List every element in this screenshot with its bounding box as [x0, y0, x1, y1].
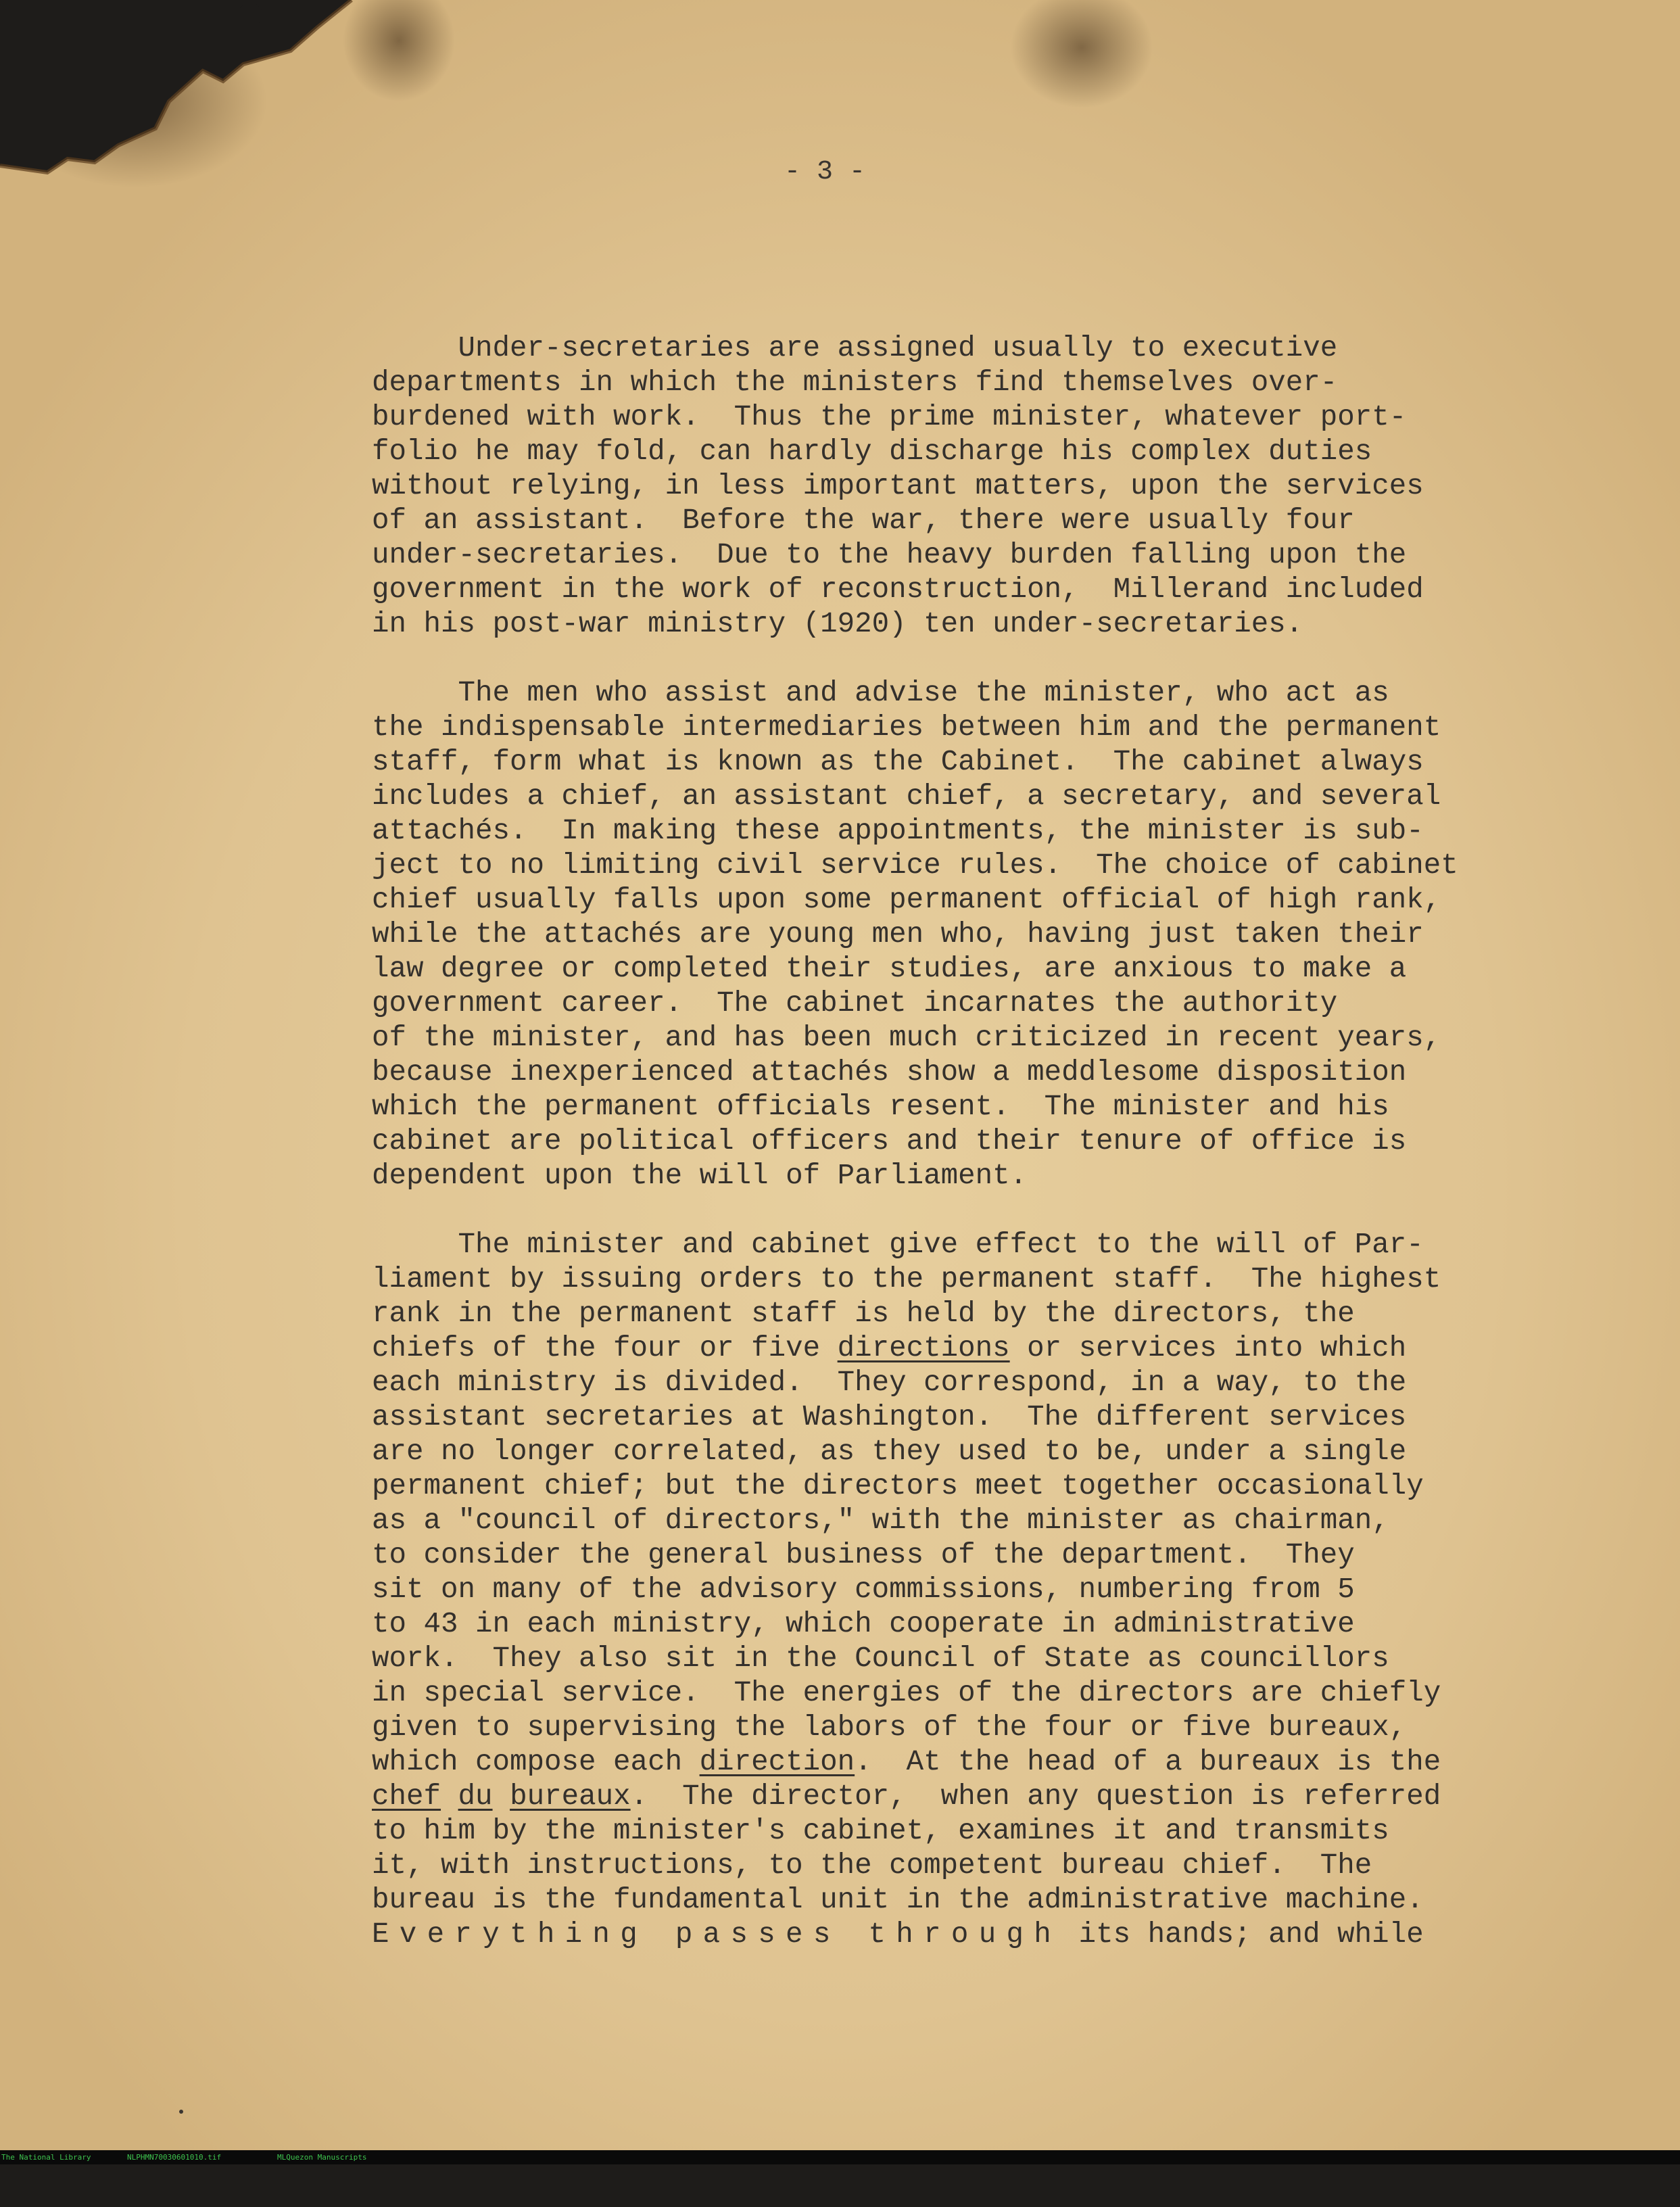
page-number: - 3 - — [784, 157, 866, 187]
spaced-typed-text: Everything passes through — [372, 1918, 1062, 1951]
underlined-chef: chef — [372, 1780, 441, 1813]
paragraph-under-secretaries — [372, 331, 1521, 642]
text-line: staff, form what is known as the Cabinet. The cabinet always — [372, 746, 1424, 778]
text-line: of an assistant. Before the war, there were usually four — [372, 504, 1355, 537]
text-segment: its hands; and while — [1061, 1918, 1424, 1951]
paragraph-directors — [372, 1228, 1521, 1952]
body-text — [372, 331, 1521, 1987]
text-segment: . At the head of a bureaux is the — [855, 1746, 1441, 1778]
text-line: includes a chief, an assistant chief, a secretary, and several — [372, 780, 1441, 813]
text-line: of the minister, and has been much criticized in recent years, — [372, 1022, 1441, 1054]
text-line: to 43 in each ministry, which cooperate in administrative — [372, 1608, 1355, 1640]
paragraph-cabinet — [372, 676, 1521, 1193]
text-segment: chiefs of the four or five — [372, 1332, 838, 1364]
underlined-du: du — [458, 1780, 493, 1813]
text-line-directions — [372, 1331, 1521, 1366]
underlined-bureaux: bureaux — [510, 1780, 631, 1813]
scan-footer-bar — [0, 2150, 1680, 2164]
stray-ink-dot — [179, 2110, 183, 2114]
text-line: folio he may fold, can hardly discharge his complex duties — [372, 435, 1372, 468]
text-line: to him by the minister's cabinet, examines it and transmits — [372, 1815, 1389, 1847]
text-line: given to supervising the labors of the four or five bureaux, — [372, 1711, 1407, 1744]
text-line: government career. The cabinet incarnates the authority — [372, 987, 1338, 1020]
text-line-direction — [372, 1745, 1521, 1780]
text-line: because inexperienced attachés show a meddlesome disposition — [372, 1056, 1407, 1089]
text-line: it, with instructions, to the competent bureau chief. The — [372, 1849, 1372, 1882]
text-line: permanent chief; but the directors meet together occasionally — [372, 1470, 1424, 1502]
text-line: each ministry is divided. They correspond, in a way, to the — [372, 1367, 1407, 1399]
text-line: bureau is the fundamental unit in the administrative machine. — [372, 1884, 1424, 1916]
text-line: burdened with work. Thus the prime minister, whatever port- — [372, 401, 1407, 433]
underlined-direction: direction — [699, 1746, 855, 1778]
text-line: dependent upon the will of Parliament. — [372, 1160, 1028, 1192]
text-line: sit on many of the advisory commissions, numbering from 5 — [372, 1573, 1355, 1606]
text-line: work. They also sit in the Council of State as councillors — [372, 1642, 1389, 1675]
underlined-directions: directions — [837, 1332, 1010, 1364]
text-line: government in the work of reconstruction, Millerand included — [372, 573, 1424, 606]
text-line: The minister and cabinet give effect to the will of Par- — [372, 1229, 1424, 1261]
text-line: assistant secretaries at Washington. The different services — [372, 1401, 1407, 1433]
footer-library: The National Library — [1, 2153, 91, 2162]
text-line: rank in the permanent staff is held by the directors, the — [372, 1298, 1355, 1330]
footer-file: NLPHMN70030601010.tif — [127, 2153, 222, 2162]
text-line: liament by issuing orders to the permanent staff. The highest — [372, 1263, 1441, 1296]
text-line: law degree or completed their studies, are anxious to make a — [372, 953, 1407, 985]
text-line-last — [372, 1918, 1521, 1952]
text-line: cabinet are political officers and their tenure of office is — [372, 1125, 1407, 1158]
text-line: without relying, in less important matters, upon the services — [372, 470, 1424, 502]
text-segment: or services into which — [1009, 1332, 1407, 1364]
text-line: The men who assist and advise the minister, who act as — [372, 677, 1389, 709]
text-line: while the attachés are young men who, having just taken their — [372, 918, 1424, 951]
text-line: in his post-war ministry (1920) ten under-secretaries. — [372, 608, 1303, 640]
text-line: to consider the general business of the department. They — [372, 1539, 1355, 1571]
text-line: which the permanent officials resent. The minister and his — [372, 1091, 1389, 1123]
text-line: Under-secretaries are assigned usually to executive — [372, 332, 1338, 364]
text-line: departments in which the ministers find themselves over- — [372, 366, 1338, 399]
text-segment: . The director, when any question is referred — [630, 1780, 1441, 1813]
text-line: attachés. In making these appointments, the minister is sub- — [372, 815, 1424, 847]
text-line: ject to no limiting civil service rules. The choice of cabinet — [372, 849, 1458, 882]
text-line: as a "council of directors," with the minister as chairman, — [372, 1504, 1389, 1537]
text-segment: which compose each — [372, 1746, 700, 1778]
text-line: in special service. The energies of the directors are chiefly — [372, 1677, 1441, 1709]
text-line-chef-du-bureaux — [372, 1780, 1521, 1814]
text-line: under-secretaries. Due to the heavy burden falling upon the — [372, 539, 1407, 571]
text-line: the indispensable intermediaries between him and the permanent — [372, 711, 1441, 744]
footer-collection: MLQuezon Manuscripts — [277, 2153, 367, 2162]
text-line: are no longer correlated, as they used to be, under a single — [372, 1435, 1407, 1468]
text-line: chief usually falls upon some permanent official of high rank, — [372, 884, 1441, 916]
